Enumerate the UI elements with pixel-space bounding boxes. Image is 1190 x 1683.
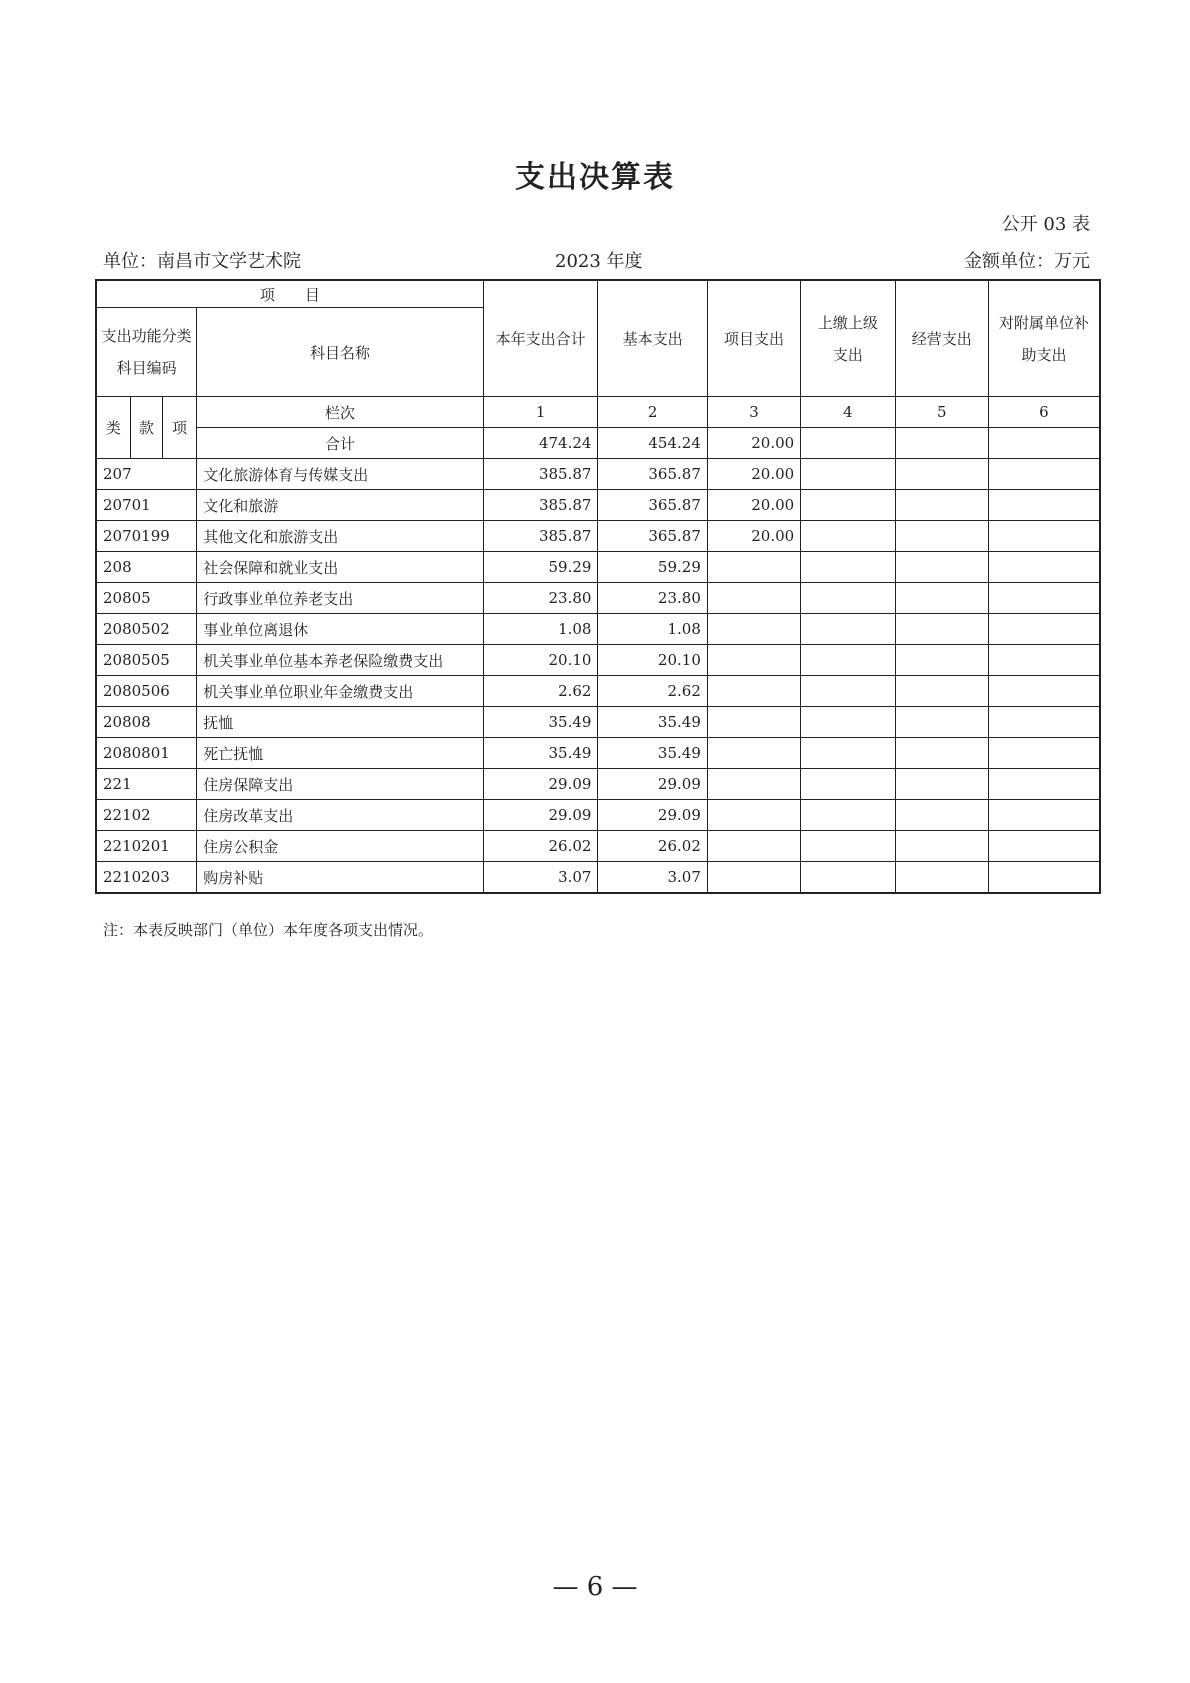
col-number-3: 3 bbox=[707, 397, 800, 428]
row-col6 bbox=[988, 800, 1100, 831]
table-note: 注：本表反映部门（单位）本年度各项支出情况。 bbox=[103, 921, 434, 939]
row-code: 20808 bbox=[96, 707, 197, 738]
row-col4 bbox=[801, 769, 895, 800]
row-col5 bbox=[895, 614, 988, 645]
row-total: 29.09 bbox=[483, 769, 598, 800]
money-unit-label: 金额单位：万元 bbox=[964, 251, 1090, 272]
row-project bbox=[707, 614, 800, 645]
header-lanci: 栏次 bbox=[197, 397, 483, 428]
row-project bbox=[707, 552, 800, 583]
row-col4 bbox=[801, 552, 895, 583]
total-project: 20.00 bbox=[707, 428, 800, 459]
row-project bbox=[707, 831, 800, 862]
row-project bbox=[707, 645, 800, 676]
row-basic: 1.08 bbox=[598, 614, 707, 645]
row-name: 事业单位离退休 bbox=[197, 614, 483, 645]
row-col4 bbox=[801, 614, 895, 645]
row-col4 bbox=[801, 676, 895, 707]
col-number-1: 1 bbox=[483, 397, 598, 428]
row-code: 2080505 bbox=[96, 645, 197, 676]
row-basic: 23.80 bbox=[598, 583, 707, 614]
header-subject-name: 科目名称 bbox=[197, 308, 483, 397]
header-col4: 上缴上级支出 bbox=[801, 280, 895, 397]
row-col6 bbox=[988, 490, 1100, 521]
total-total: 474.24 bbox=[483, 428, 598, 459]
row-col4 bbox=[801, 583, 895, 614]
expenditure-table bbox=[95, 279, 1101, 894]
row-project bbox=[707, 676, 800, 707]
header-lei: 类 bbox=[96, 397, 130, 459]
row-basic: 365.87 bbox=[598, 521, 707, 552]
row-name: 其他文化和旅游支出 bbox=[197, 521, 483, 552]
row-col4 bbox=[801, 831, 895, 862]
row-total: 385.87 bbox=[483, 490, 598, 521]
total-col4 bbox=[801, 428, 895, 459]
row-basic: 35.49 bbox=[598, 738, 707, 769]
row-col5 bbox=[895, 676, 988, 707]
total-label: 合计 bbox=[197, 428, 483, 459]
row-code: 2080506 bbox=[96, 676, 197, 707]
row-basic: 365.87 bbox=[598, 459, 707, 490]
row-project: 20.00 bbox=[707, 490, 800, 521]
row-name: 住房改革支出 bbox=[197, 800, 483, 831]
page-number: — 6 — bbox=[552, 1572, 638, 1602]
table-row bbox=[96, 645, 1100, 676]
row-total: 385.87 bbox=[483, 459, 598, 490]
row-name: 购房补贴 bbox=[197, 862, 483, 894]
row-col5 bbox=[895, 862, 988, 894]
row-col4 bbox=[801, 738, 895, 769]
row-name: 文化旅游体育与传媒支出 bbox=[197, 459, 483, 490]
row-total: 3.07 bbox=[483, 862, 598, 894]
row-code: 22102 bbox=[96, 800, 197, 831]
row-code: 2210203 bbox=[96, 862, 197, 894]
row-basic: 26.02 bbox=[598, 831, 707, 862]
row-col5 bbox=[895, 769, 988, 800]
row-col6 bbox=[988, 614, 1100, 645]
header-code-group: 支出功能分类科目编码 bbox=[96, 308, 197, 397]
row-col6 bbox=[988, 521, 1100, 552]
header-col6: 对附属单位补助支出 bbox=[988, 280, 1100, 397]
row-name: 死亡抚恤 bbox=[197, 738, 483, 769]
row-total: 35.49 bbox=[483, 738, 598, 769]
row-code: 2080502 bbox=[96, 614, 197, 645]
row-name: 住房公积金 bbox=[197, 831, 483, 862]
header-col1: 本年支出合计 bbox=[483, 280, 598, 397]
header-col5: 经营支出 bbox=[895, 280, 988, 397]
row-total: 20.10 bbox=[483, 645, 598, 676]
row-basic: 29.09 bbox=[598, 769, 707, 800]
total-col6 bbox=[988, 428, 1100, 459]
table-row bbox=[96, 769, 1100, 800]
row-project bbox=[707, 738, 800, 769]
header-item: 项 目 bbox=[96, 280, 483, 308]
row-col4 bbox=[801, 862, 895, 894]
col-number-4: 4 bbox=[801, 397, 895, 428]
table-row bbox=[96, 490, 1100, 521]
table-row bbox=[96, 614, 1100, 645]
row-total: 1.08 bbox=[483, 614, 598, 645]
row-project: 20.00 bbox=[707, 521, 800, 552]
table-row bbox=[96, 738, 1100, 769]
row-col4 bbox=[801, 800, 895, 831]
total-row bbox=[96, 428, 1100, 459]
row-project bbox=[707, 800, 800, 831]
row-col6 bbox=[988, 459, 1100, 490]
total-basic: 454.24 bbox=[598, 428, 707, 459]
row-name: 机关事业单位职业年金缴费支出 bbox=[197, 676, 483, 707]
row-col6 bbox=[988, 769, 1100, 800]
table-row bbox=[96, 707, 1100, 738]
row-col4 bbox=[801, 645, 895, 676]
row-col6 bbox=[988, 738, 1100, 769]
row-code: 207 bbox=[96, 459, 197, 490]
table-row bbox=[96, 831, 1100, 862]
table-row bbox=[96, 800, 1100, 831]
row-name: 住房保障支出 bbox=[197, 769, 483, 800]
row-name: 抚恤 bbox=[197, 707, 483, 738]
unit-label: 单位：南昌市文学艺术院 bbox=[103, 251, 301, 272]
table-row bbox=[96, 521, 1100, 552]
row-total: 26.02 bbox=[483, 831, 598, 862]
row-col5 bbox=[895, 552, 988, 583]
row-col4 bbox=[801, 521, 895, 552]
row-code: 208 bbox=[96, 552, 197, 583]
row-code: 2080801 bbox=[96, 738, 197, 769]
row-total: 35.49 bbox=[483, 707, 598, 738]
col-number-6: 6 bbox=[988, 397, 1100, 428]
header-kuan: 款 bbox=[130, 397, 162, 459]
header-col3: 项目支出 bbox=[707, 280, 800, 397]
row-total: 29.09 bbox=[483, 800, 598, 831]
page-title: 支出决算表 bbox=[515, 160, 675, 195]
row-basic: 3.07 bbox=[598, 862, 707, 894]
row-name: 社会保障和就业支出 bbox=[197, 552, 483, 583]
row-total: 59.29 bbox=[483, 552, 598, 583]
row-col5 bbox=[895, 645, 988, 676]
row-col5 bbox=[895, 738, 988, 769]
row-col5 bbox=[895, 800, 988, 831]
table-row bbox=[96, 459, 1100, 490]
col-number-5: 5 bbox=[895, 397, 988, 428]
row-col6 bbox=[988, 645, 1100, 676]
row-col5 bbox=[895, 583, 988, 614]
row-name: 行政事业单位养老支出 bbox=[197, 583, 483, 614]
row-total: 385.87 bbox=[483, 521, 598, 552]
row-col4 bbox=[801, 490, 895, 521]
row-name: 机关事业单位基本养老保险缴费支出 bbox=[197, 645, 483, 676]
row-col5 bbox=[895, 521, 988, 552]
row-project bbox=[707, 862, 800, 894]
year-label: 2023 年度 bbox=[555, 251, 643, 272]
header-col2: 基本支出 bbox=[598, 280, 707, 397]
form-number: 公开 03 表 bbox=[1001, 214, 1090, 235]
table-row bbox=[96, 583, 1100, 614]
row-code: 221 bbox=[96, 769, 197, 800]
row-code: 2210201 bbox=[96, 831, 197, 862]
row-col6 bbox=[988, 583, 1100, 614]
row-col4 bbox=[801, 707, 895, 738]
table-row bbox=[96, 676, 1100, 707]
row-col5 bbox=[895, 831, 988, 862]
row-col6 bbox=[988, 707, 1100, 738]
row-project bbox=[707, 769, 800, 800]
row-code: 20805 bbox=[96, 583, 197, 614]
header-xiang: 项 bbox=[162, 397, 196, 459]
row-project bbox=[707, 707, 800, 738]
row-col5 bbox=[895, 459, 988, 490]
row-col4 bbox=[801, 459, 895, 490]
row-basic: 35.49 bbox=[598, 707, 707, 738]
row-code: 20701 bbox=[96, 490, 197, 521]
row-col5 bbox=[895, 707, 988, 738]
table-row bbox=[96, 552, 1100, 583]
row-col5 bbox=[895, 490, 988, 521]
col-number-2: 2 bbox=[598, 397, 707, 428]
row-total: 23.80 bbox=[483, 583, 598, 614]
row-name: 文化和旅游 bbox=[197, 490, 483, 521]
row-col6 bbox=[988, 552, 1100, 583]
total-col5 bbox=[895, 428, 988, 459]
row-col6 bbox=[988, 831, 1100, 862]
row-basic: 365.87 bbox=[598, 490, 707, 521]
row-basic: 2.62 bbox=[598, 676, 707, 707]
row-basic: 29.09 bbox=[598, 800, 707, 831]
row-col6 bbox=[988, 862, 1100, 894]
row-code: 2070199 bbox=[96, 521, 197, 552]
row-project: 20.00 bbox=[707, 459, 800, 490]
row-basic: 20.10 bbox=[598, 645, 707, 676]
row-col6 bbox=[988, 676, 1100, 707]
row-basic: 59.29 bbox=[598, 552, 707, 583]
table-row bbox=[96, 862, 1100, 894]
row-total: 2.62 bbox=[483, 676, 598, 707]
row-project bbox=[707, 583, 800, 614]
